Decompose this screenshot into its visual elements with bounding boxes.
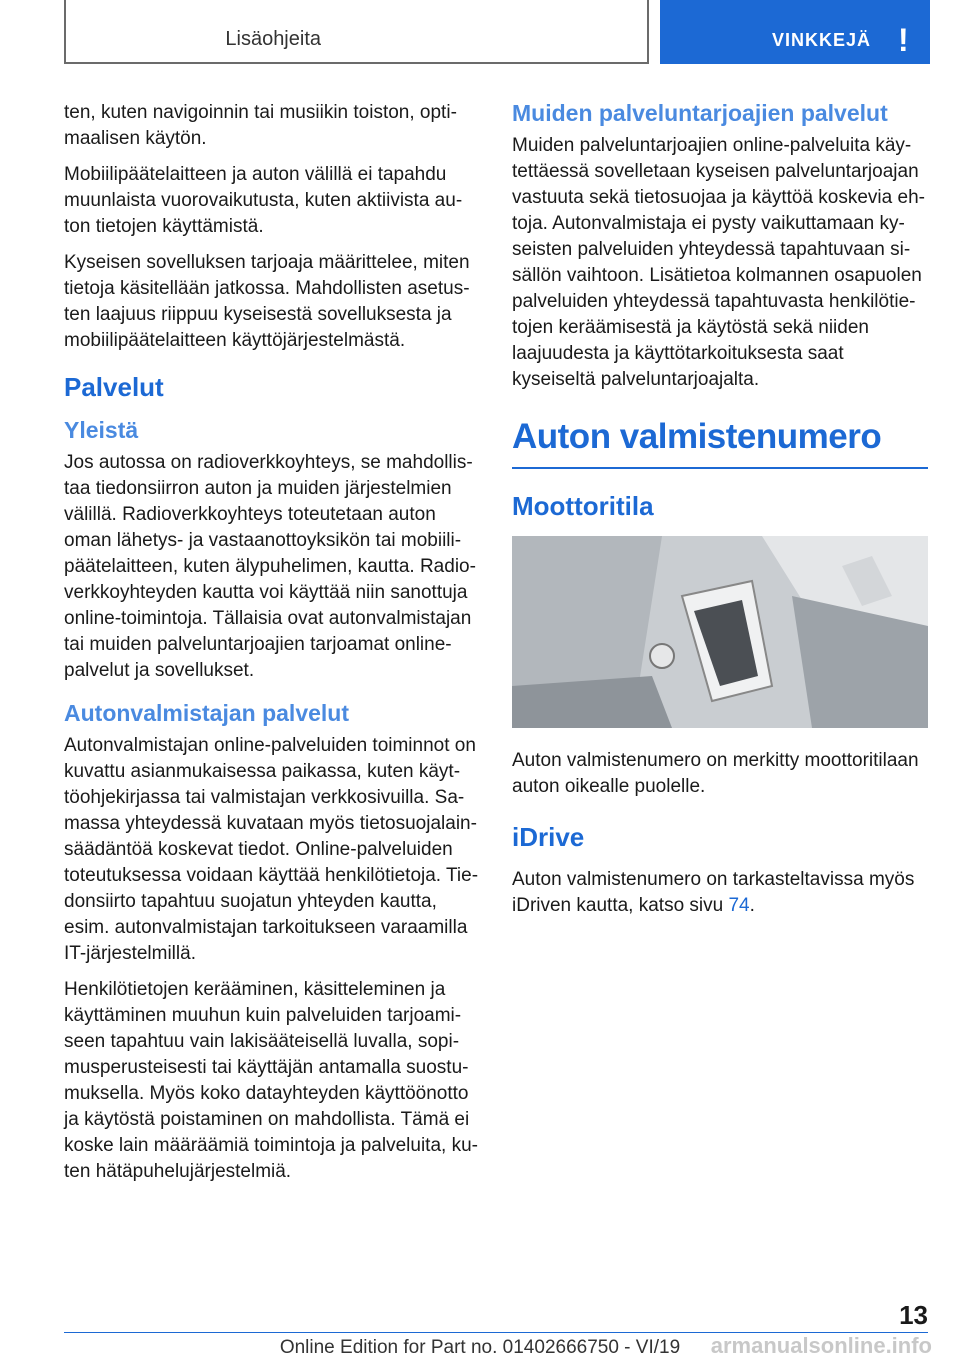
header-frame bbox=[64, 0, 649, 64]
heading-muiden-palvelut: Muiden palveluntarjoajien palvelut bbox=[512, 100, 888, 126]
paragraph: Muiden palveluntarjoajien online-palveluita käytettäessä sovelletaan kyseisen palveluntarjoajan vastuuta sekä tietosuojaa ja käyttöä koskevia ehtoja. Autonvalmistaja ei pysty vaikuttamaan kyseisten palveluiden yhteydessä tapahtuvaan sisällön vaihtoon. Lisätietoa kolmannen osapuolen palveluiden yhteydessä tapahtuvasta henkilötietojen keräämisestä ja käytöstä sekä niiden laajuudesta ja käyttötarkoituksesta saat kyseiseltä palveluntarjoajalta. bbox=[512, 135, 925, 390]
watermark: armanualsonline.info bbox=[710, 1333, 932, 1358]
heading-idrive: iDrive bbox=[512, 822, 585, 852]
heading-auton-valmistenumero: Auton valmistenumero bbox=[512, 417, 928, 469]
heading-moottoritila: Moottoritila bbox=[512, 491, 654, 521]
section-title: Lisäohjeita bbox=[225, 28, 321, 50]
engine-bay-illustration bbox=[512, 536, 928, 728]
chapter-tab-label: VINKKEJÄ bbox=[772, 30, 872, 50]
paragraph: Mobiilipäätelaitteen ja auton välillä ei tapahdu muunlaista vuorovaikutusta, kuten aktiivista auton tietojen käyttämistä. bbox=[64, 164, 463, 237]
paragraph: Henkilötietojen kerääminen, käsitteleminen ja käyttäminen muuhun kuin palveluiden tarjoamiseen tapahtuu vain lakisääteisellä luvalla, sopimusperusteisesti tai käyttäjän antamalla suostumuksella. Myös koko datayhteyden käyttöönotto ja käytöstä poistaminen on mahdollista. Tämä ei koske lain määräämiä toimintoja ja palveluita, kuten hätäpuhelujärjestelmiä. bbox=[64, 979, 478, 1182]
exclamation-icon: ! bbox=[898, 22, 909, 58]
heading-yleista: Yleistä bbox=[64, 417, 139, 443]
paragraph: Jos autossa on radioverkkoyhteys, se mahdollistaa tiedonsiirron auton ja muiden järjestelmien välillä. Radioverkkoyhteys toteutetaan auton oman lähetys- ja vastaanottoyksikön tai mobiilipäätelaitteen, kuten älypuhelimen, kautta. Radioverkkoyhteyden kautta voi käyttää niin sanottuja online-toimintoja. Tällaisia ovat autonvalmistajan tai muiden palveluntarjoajien tarjoamat online-palvelut ja sovellukset. bbox=[64, 452, 476, 681]
left-column bbox=[64, 100, 480, 1195]
heading-autonvalmistajan-palvelut: Autonvalmistajan palvelut bbox=[64, 700, 350, 726]
engine-bay-photo bbox=[512, 536, 928, 728]
paragraph: ten, kuten navigoinnin tai musiikin toiston, optimaalisen käytön. bbox=[64, 102, 457, 149]
paragraph-text-end: . bbox=[749, 895, 755, 916]
edition-text: Online Edition for Part no. 01402666750 - VI/19 bbox=[279, 1337, 681, 1358]
paragraph bbox=[512, 867, 928, 919]
paragraph-text: Auton valmistenumero on tarkasteltavissa myös iDriven kautta, katso sivu bbox=[512, 869, 915, 916]
paragraph: Autonvalmistajan online-palveluiden toiminnot on kuvattu asianmukaisessa paikassa, kuten käyttöohjekirjassa tai valmistajan verkkosivuilla. Samassa yhteydessä kuvataan myös tietosuojalainsäädäntöä koskevat tiedot. Online-palveluiden toteutuksessa voidaan käyttää henkilötietoja. Tiedonsiirto tapahtuu suojatun yhteyden kautta, esim. autonvalmistajan tarkoitukseen varaamilla IT-järjestelmillä. bbox=[64, 735, 479, 964]
right-column bbox=[512, 100, 928, 929]
chapter-tab[interactable] bbox=[660, 0, 930, 64]
page-number: 13 bbox=[899, 1300, 928, 1330]
paragraph: Auton valmistenumero on merkitty moottoritilaan auton oikealle puolelle. bbox=[512, 750, 919, 797]
heading-palvelut: Palvelut bbox=[64, 372, 164, 402]
page-link[interactable]: 74 bbox=[728, 895, 750, 916]
paragraph: Kyseisen sovelluksen tarjoaja määrittelee, miten tietoja käsitellään jatkossa. Mahdollisten asetusten laajuus riippuu kyseisestä sovelluksesta ja mobiilipäätelaitteen käyttöjärjestelmästä. bbox=[64, 252, 470, 351]
